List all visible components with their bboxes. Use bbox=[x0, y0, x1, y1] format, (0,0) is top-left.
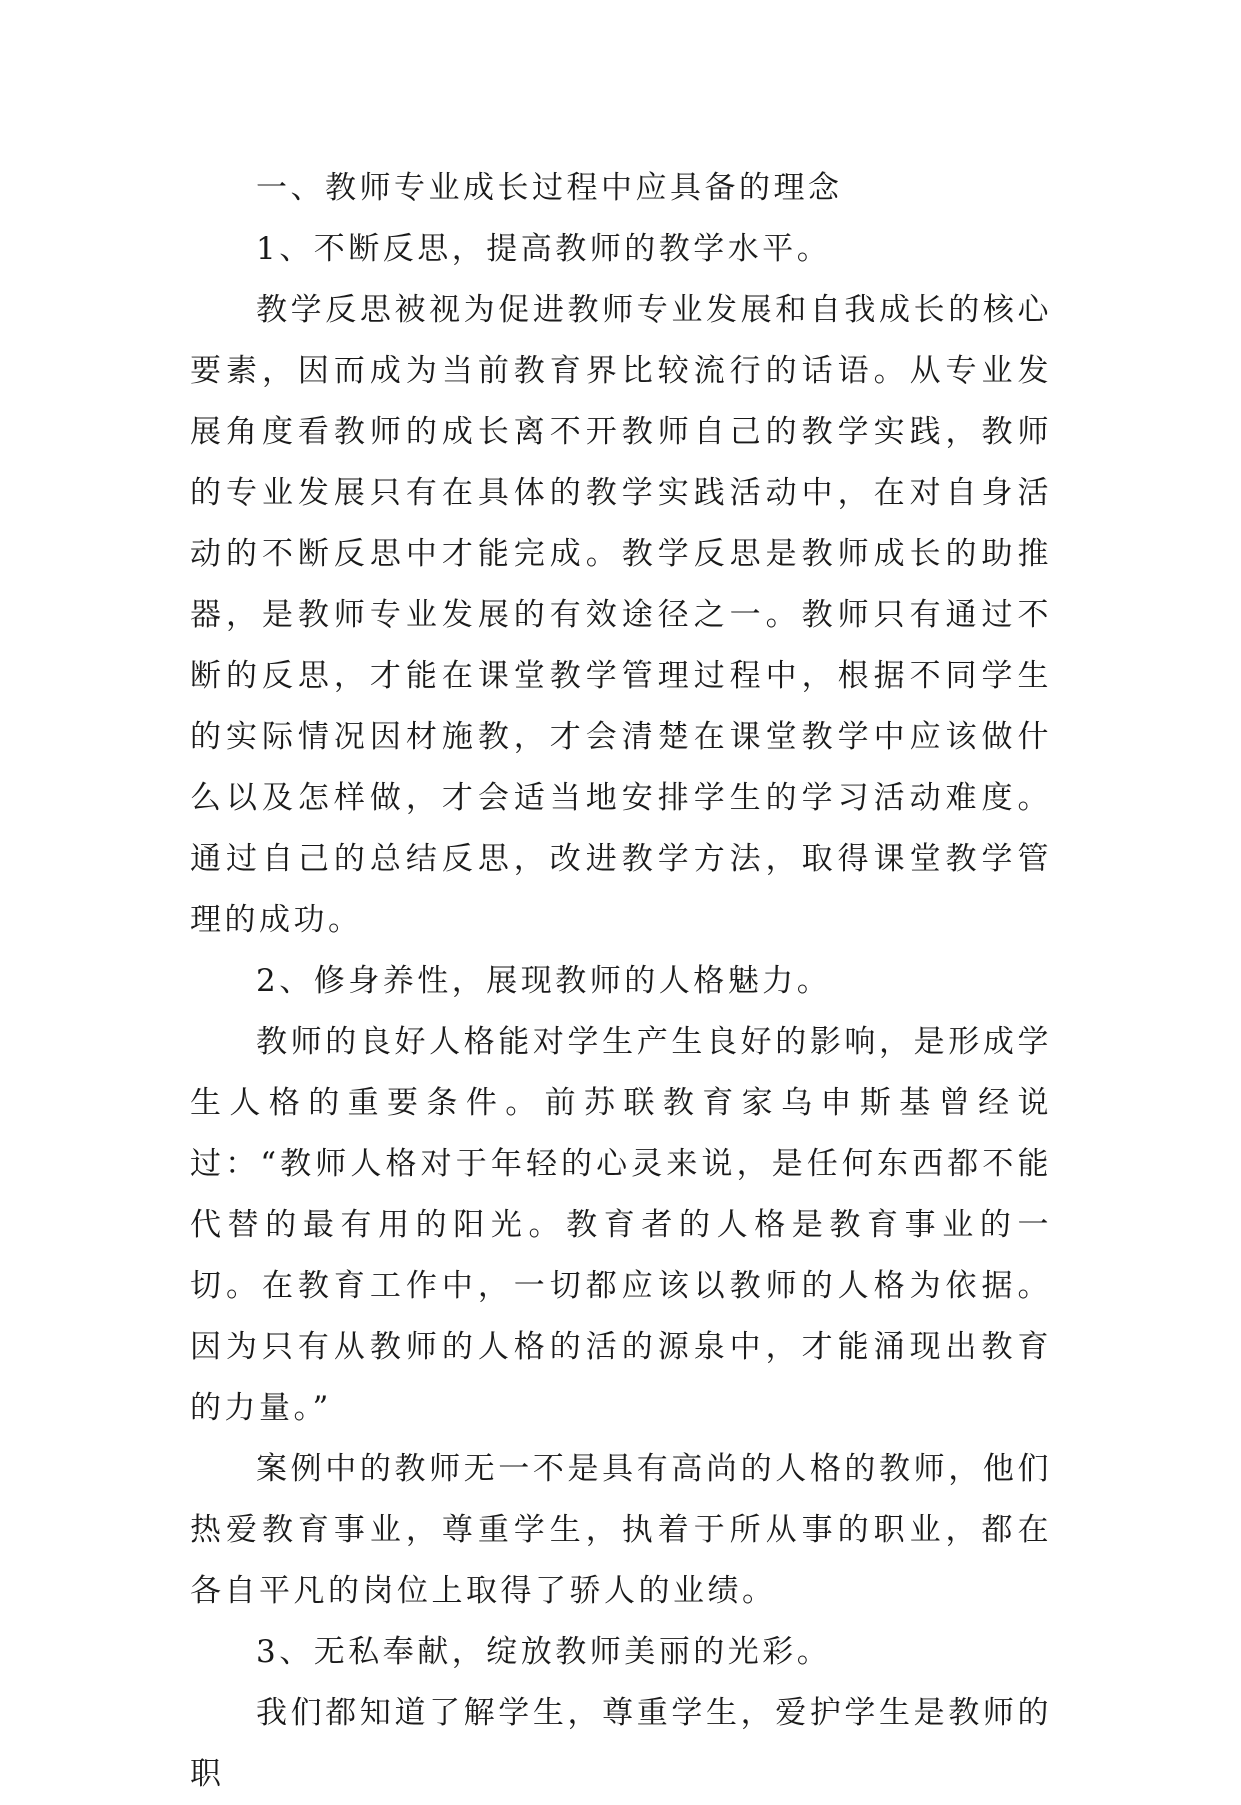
document-page bbox=[190, 158, 1052, 1805]
subheading-dedication: 3、无私奉献，绽放教师美丽的光彩。 bbox=[256, 1634, 832, 1670]
subheading-personality: 2、修身养性，展现教师的人格魅力。 bbox=[256, 963, 832, 999]
paragraph-case: 案例中的教师无一不是具有高尚的人格的教师，他们热爱教育事业，尊重学生，执着于所从事的职业，都在各自平凡的岗位上取得了骄人的业绩。 bbox=[190, 1451, 1052, 1609]
subheading-reflection: 1、不断反思，提高教师的教学水平。 bbox=[256, 231, 832, 267]
paragraph-reflection: 教学反思被视为促进教师专业发展和自我成长的核心要素，因而成为当前教育界比较流行的话语。从专业发展角度看教师的成长离不开教师自己的教学实践，教师的专业发展只有在具体的教学实践活动中，在对自身活动的不断反思中才能完成。教学反思是教师成长的助推器，是教师专业发展的有效途径之一。教师只有通过不断的反思，才能在课堂教学管理过程中，根据不同学生的实际情况因材施教，才会清楚在课堂教学中应该做什么以及怎样做，才会适当地安排学生的学习活动难度。通过自己的总结反思，改进教学方法，取得课堂教学管理的成功。 bbox=[190, 292, 1052, 938]
section-heading: 一、教师专业成长过程中应具备的理念 bbox=[256, 170, 843, 206]
paragraph-dedication: 我们都知道了解学生，尊重学生，爱护学生是教师的职 bbox=[190, 1695, 1052, 1792]
paragraph-personality: 教师的良好人格能对学生产生良好的影响，是形成学生人格的重要条件。前苏联教育家乌申斯基曾经说过：“教师人格对于年轻的心灵来说，是任何东西都不能代替的最有用的阳光。教育者的人格是教育事业的一切。在教育工作中，一切都应该以教师的人格为依据。因为只有从教师的人格的活的源泉中，才能涌现出教育的力量。” bbox=[190, 1024, 1052, 1426]
